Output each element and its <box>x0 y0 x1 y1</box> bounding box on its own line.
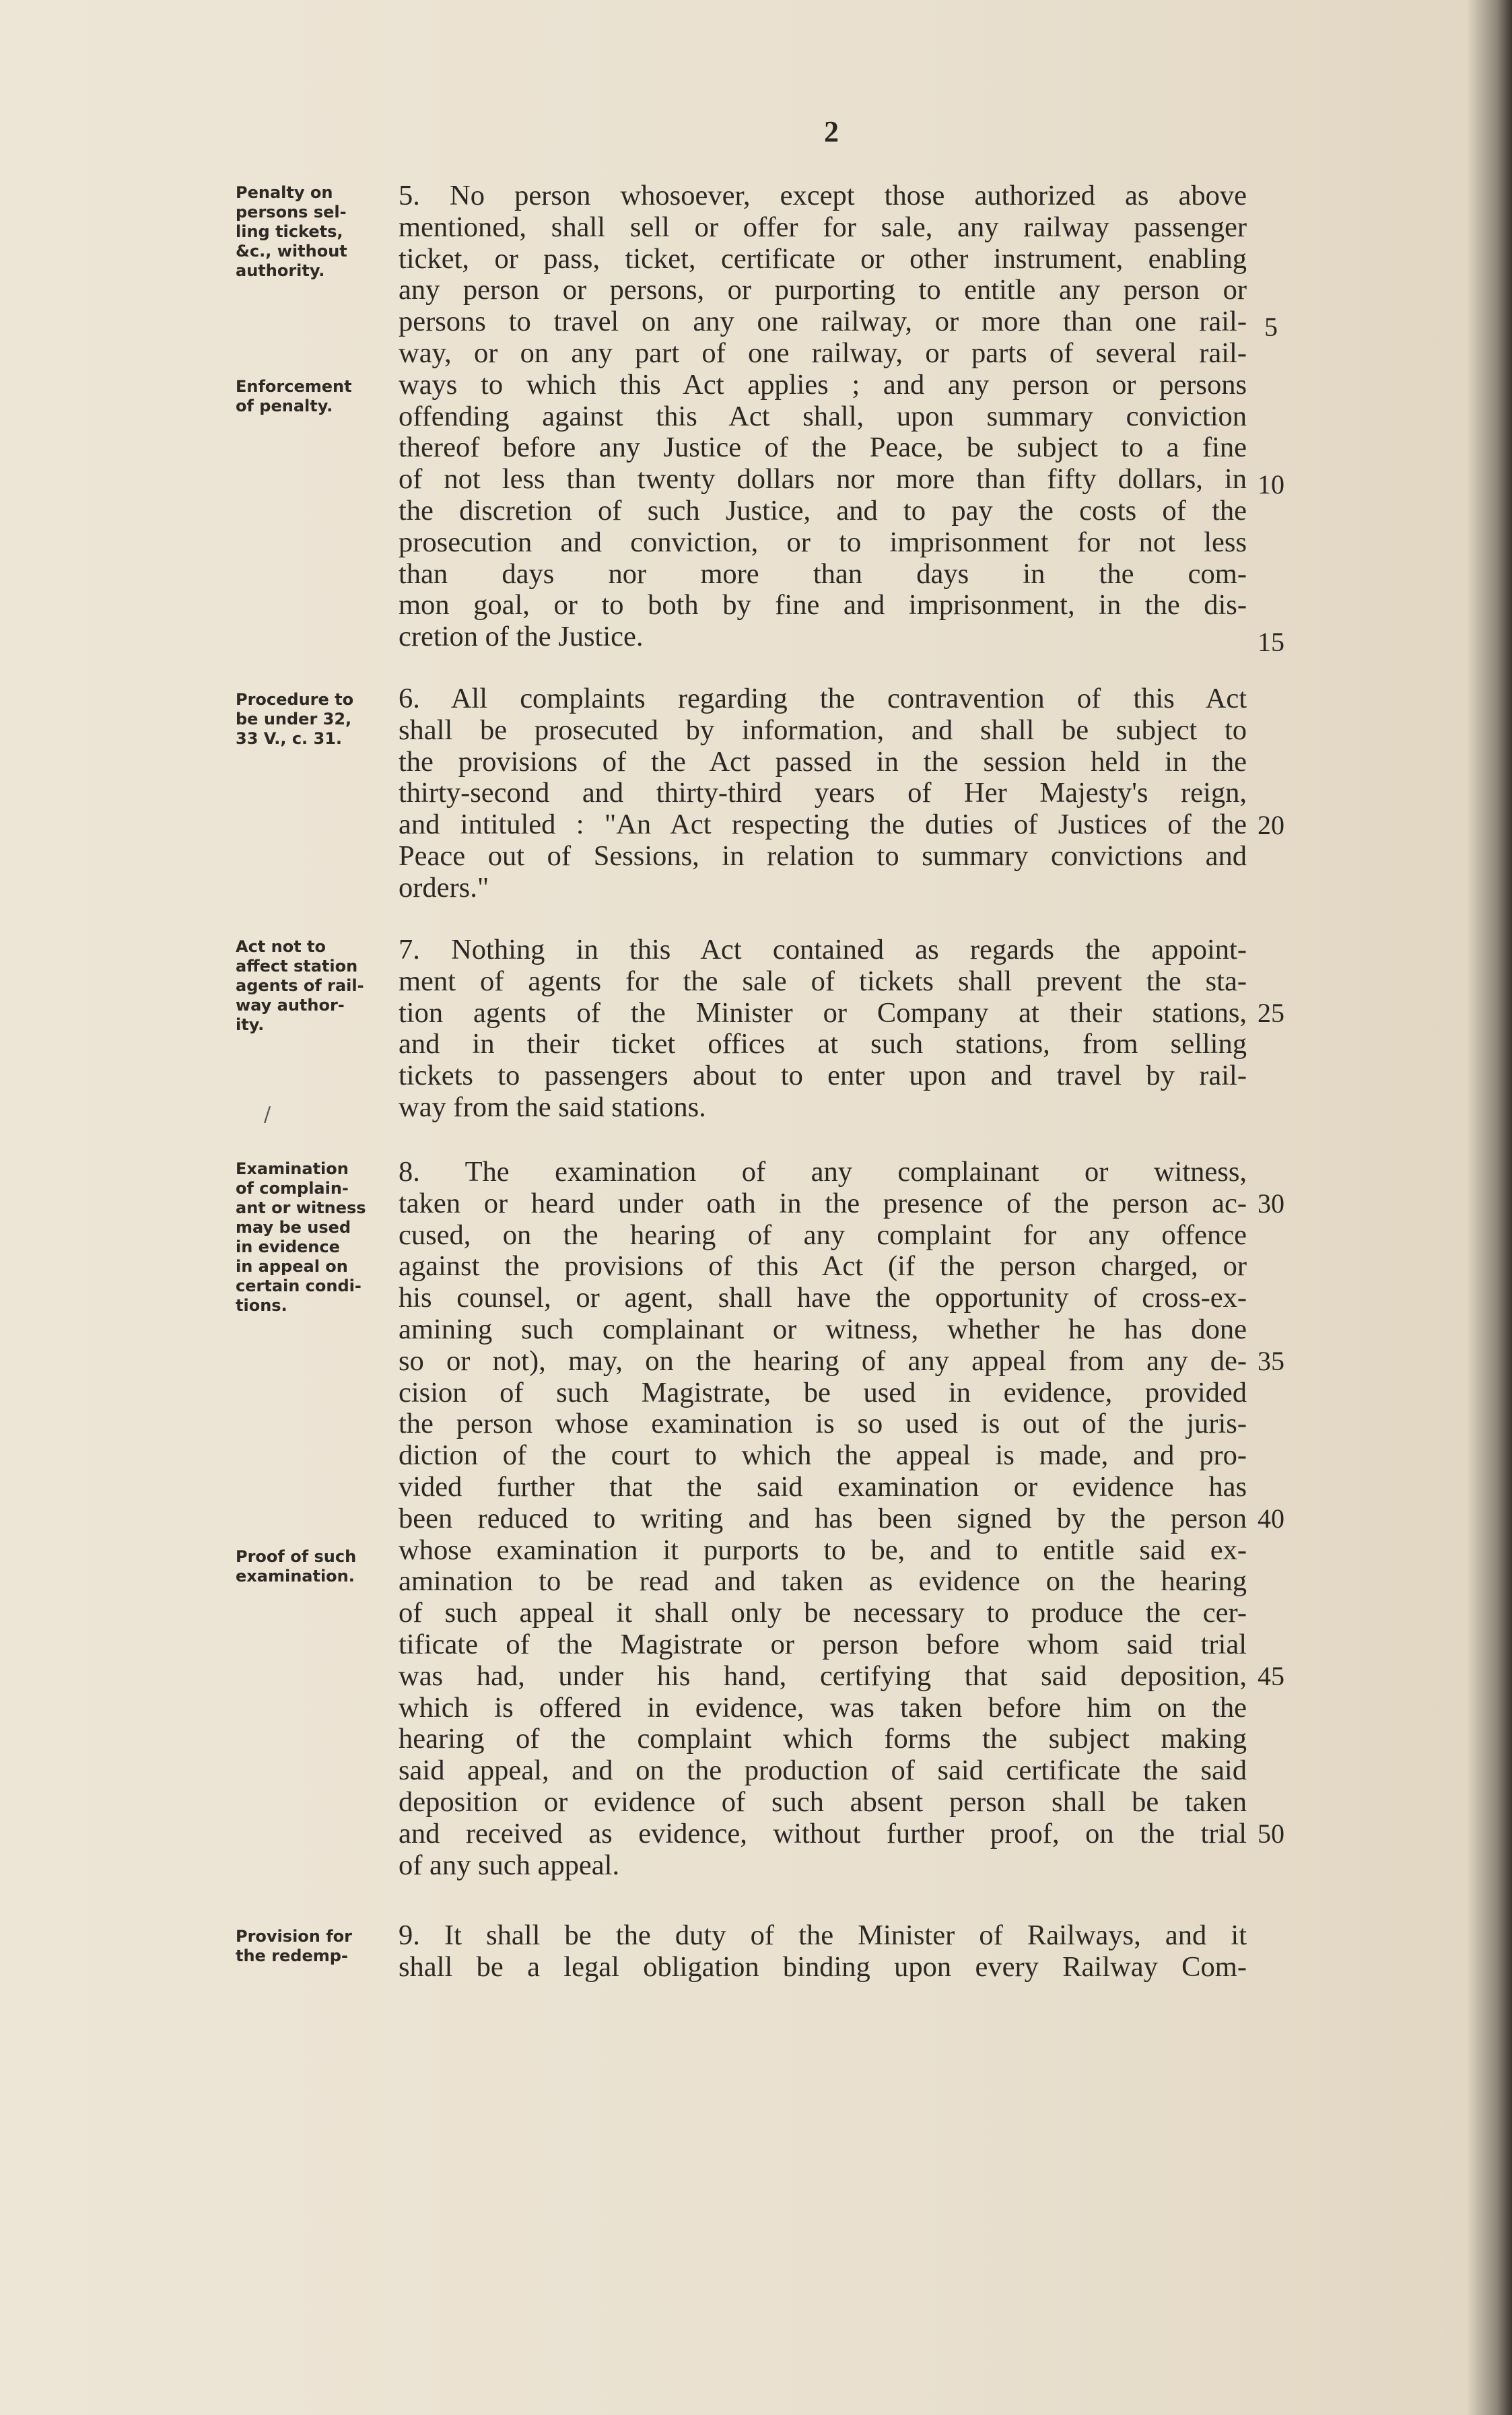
line-number-45: 45 <box>1258 1661 1284 1691</box>
text-line: amining such complainant or witness, whether he has done <box>399 1313 1247 1345</box>
sidenote-proof: Proof of such examination. <box>236 1547 357 1586</box>
text-line: any person or persons, or purporting to entitle any person or <box>399 274 1247 306</box>
text-line: than days nor more than days in the com- <box>399 557 1247 590</box>
text-line: way, or on any part of one railway, or parts of several rail- <box>399 337 1247 369</box>
text-line: offending against this Act shall, upon summary conviction <box>399 400 1247 432</box>
text-line: and received as evidence, without further proof, on the trial <box>399 1817 1247 1849</box>
sidenote-examination: Examination of complain- ant or witness may be used in evidence in appeal on certain condi- tions. <box>236 1159 366 1315</box>
text-line: thirty-second and thirty-third years of Her Majesty's reign, <box>399 777 1247 809</box>
line-number-30: 30 <box>1258 1188 1284 1219</box>
text-line: mentioned, shall sell or offer for sale, any railway passenger <box>399 211 1247 243</box>
text-line: tificate of the Magistrate or person before whom said trial <box>399 1628 1247 1660</box>
section-7-text <box>399 934 1247 1124</box>
text-line: mon goal, or to both by fine and imprisonment, in the dis- <box>399 589 1247 621</box>
section-5-text <box>399 180 1247 653</box>
text-line: Peace out of Sessions, in relation to summary convictions and <box>399 840 1247 872</box>
text-line: prosecution and conviction, or to imprisonment for not less <box>399 526 1247 558</box>
line-number-35: 35 <box>1258 1346 1284 1376</box>
text-line: 7. Nothing in this Act contained as regards the appoint- <box>399 934 1247 965</box>
text-line: shall be prosecuted by information, and shall be subject to <box>399 714 1247 746</box>
text-line: ways to which this Act applies ; and any person or persons <box>399 368 1247 401</box>
text-line: the discretion of such Justice, and to pay the costs of the <box>399 494 1247 526</box>
page-number: 2 <box>824 115 839 148</box>
line-number-20: 20 <box>1258 810 1284 840</box>
text-line: of any such appeal. <box>399 1849 620 1881</box>
text-line: deposition or evidence of such absent person shall be taken <box>399 1785 1247 1818</box>
text-line: whose examination it purports to be, and to entitle said ex- <box>399 1534 1247 1566</box>
section-9-text <box>399 1920 1247 1983</box>
line-number-10: 10 <box>1258 469 1284 500</box>
text-line: tickets to passengers about to enter upon and travel by rail- <box>399 1060 1247 1092</box>
text-line: diction of the court to which the appeal is made, and pro- <box>399 1439 1247 1472</box>
text-line: tion agents of the Minister or Company at their stations, <box>399 996 1247 1029</box>
line-number-50: 50 <box>1258 1818 1284 1849</box>
section-6-text <box>399 683 1247 904</box>
sidenote-procedure: Procedure to be under 32, 33 V., c. 31. <box>236 690 354 748</box>
text-line: way from the said stations. <box>399 1091 706 1123</box>
text-line: the provisions of the Act passed in the session held in the <box>399 745 1247 778</box>
text-line: orders." <box>399 871 489 904</box>
text-line: ment of agents for the sale of tickets shall prevent the sta- <box>399 965 1247 997</box>
text-line: was had, under his hand, certifying that said deposition, <box>399 1660 1247 1692</box>
text-line: been reduced to writing and has been signed by the person <box>399 1502 1247 1534</box>
line-number-25: 25 <box>1258 998 1284 1028</box>
text-line: cretion of the Justice. <box>399 621 644 653</box>
sidenote-station-agents: Act not to affect station agents of rail- way author- ity. <box>236 937 364 1034</box>
pencil-mark: / <box>264 1103 271 1126</box>
text-line: of not less than twenty dollars nor more than fifty dollars, in <box>399 463 1247 496</box>
text-line: amination to be read and taken as evidence on the hearing <box>399 1565 1247 1598</box>
text-line: shall be a legal obligation binding upon every Railway Com- <box>399 1950 1247 1983</box>
text-line: hearing of the complaint which forms the subject making <box>399 1723 1247 1755</box>
text-line: his counsel, or agent, shall have the opportunity of cross-ex- <box>399 1282 1247 1314</box>
text-line: 5. No person whosoever, except those authorized as above <box>399 180 1247 211</box>
text-line: which is offered in evidence, was taken before him on the <box>399 1691 1247 1724</box>
text-line: 8. The examination of any complainant or witness, <box>399 1156 1247 1188</box>
text-line: and in their ticket offices at such stations, from selling <box>399 1028 1247 1060</box>
sidenote-penalty: Penalty on persons sel- ling tickets, &c., without authority. <box>236 183 347 280</box>
text-line: taken or heard under oath in the presence of the person ac- <box>399 1187 1247 1219</box>
line-number-5: 5 <box>1264 312 1278 342</box>
sidenote-provision: Provision for the redemp- <box>236 1927 352 1965</box>
text-line: so or not), may, on the hearing of any appeal from any de- <box>399 1345 1247 1377</box>
text-line: 9. It shall be the duty of the Minister of Railways, and it <box>399 1919 1247 1951</box>
line-number-40: 40 <box>1258 1503 1284 1534</box>
text-line: of such appeal it shall only be necessary to produce the cer- <box>399 1597 1247 1629</box>
text-line: the person whose examination is so used is out of the juris- <box>399 1408 1247 1440</box>
text-line: said appeal, and on the production of said certificate the said <box>399 1755 1247 1787</box>
text-line: thereof before any Justice of the Peace, be subject to a fine <box>399 432 1247 464</box>
text-line: against the provisions of this Act (if the person charged, or <box>399 1250 1247 1283</box>
text-line: ticket, or pass, ticket, certificate or other instrument, enabling <box>399 242 1247 275</box>
text-line: and intituled : "An Act respecting the duties of Justices of the <box>399 809 1247 841</box>
text-line: cused, on the hearing of any complaint for any offence <box>399 1219 1247 1251</box>
text-line: persons to travel on any one railway, or more than one rail- <box>399 306 1247 338</box>
section-8-text <box>399 1157 1247 1881</box>
line-number-15: 15 <box>1258 627 1284 657</box>
text-line: cision of such Magistrate, be used in evidence, provided <box>399 1376 1247 1408</box>
sidenote-enforcement: Enforcement of penalty. <box>236 377 352 415</box>
text-line: vided further that the said examination or evidence has <box>399 1470 1247 1503</box>
text-line: 6. All complaints regarding the contravention of this Act <box>399 683 1247 714</box>
